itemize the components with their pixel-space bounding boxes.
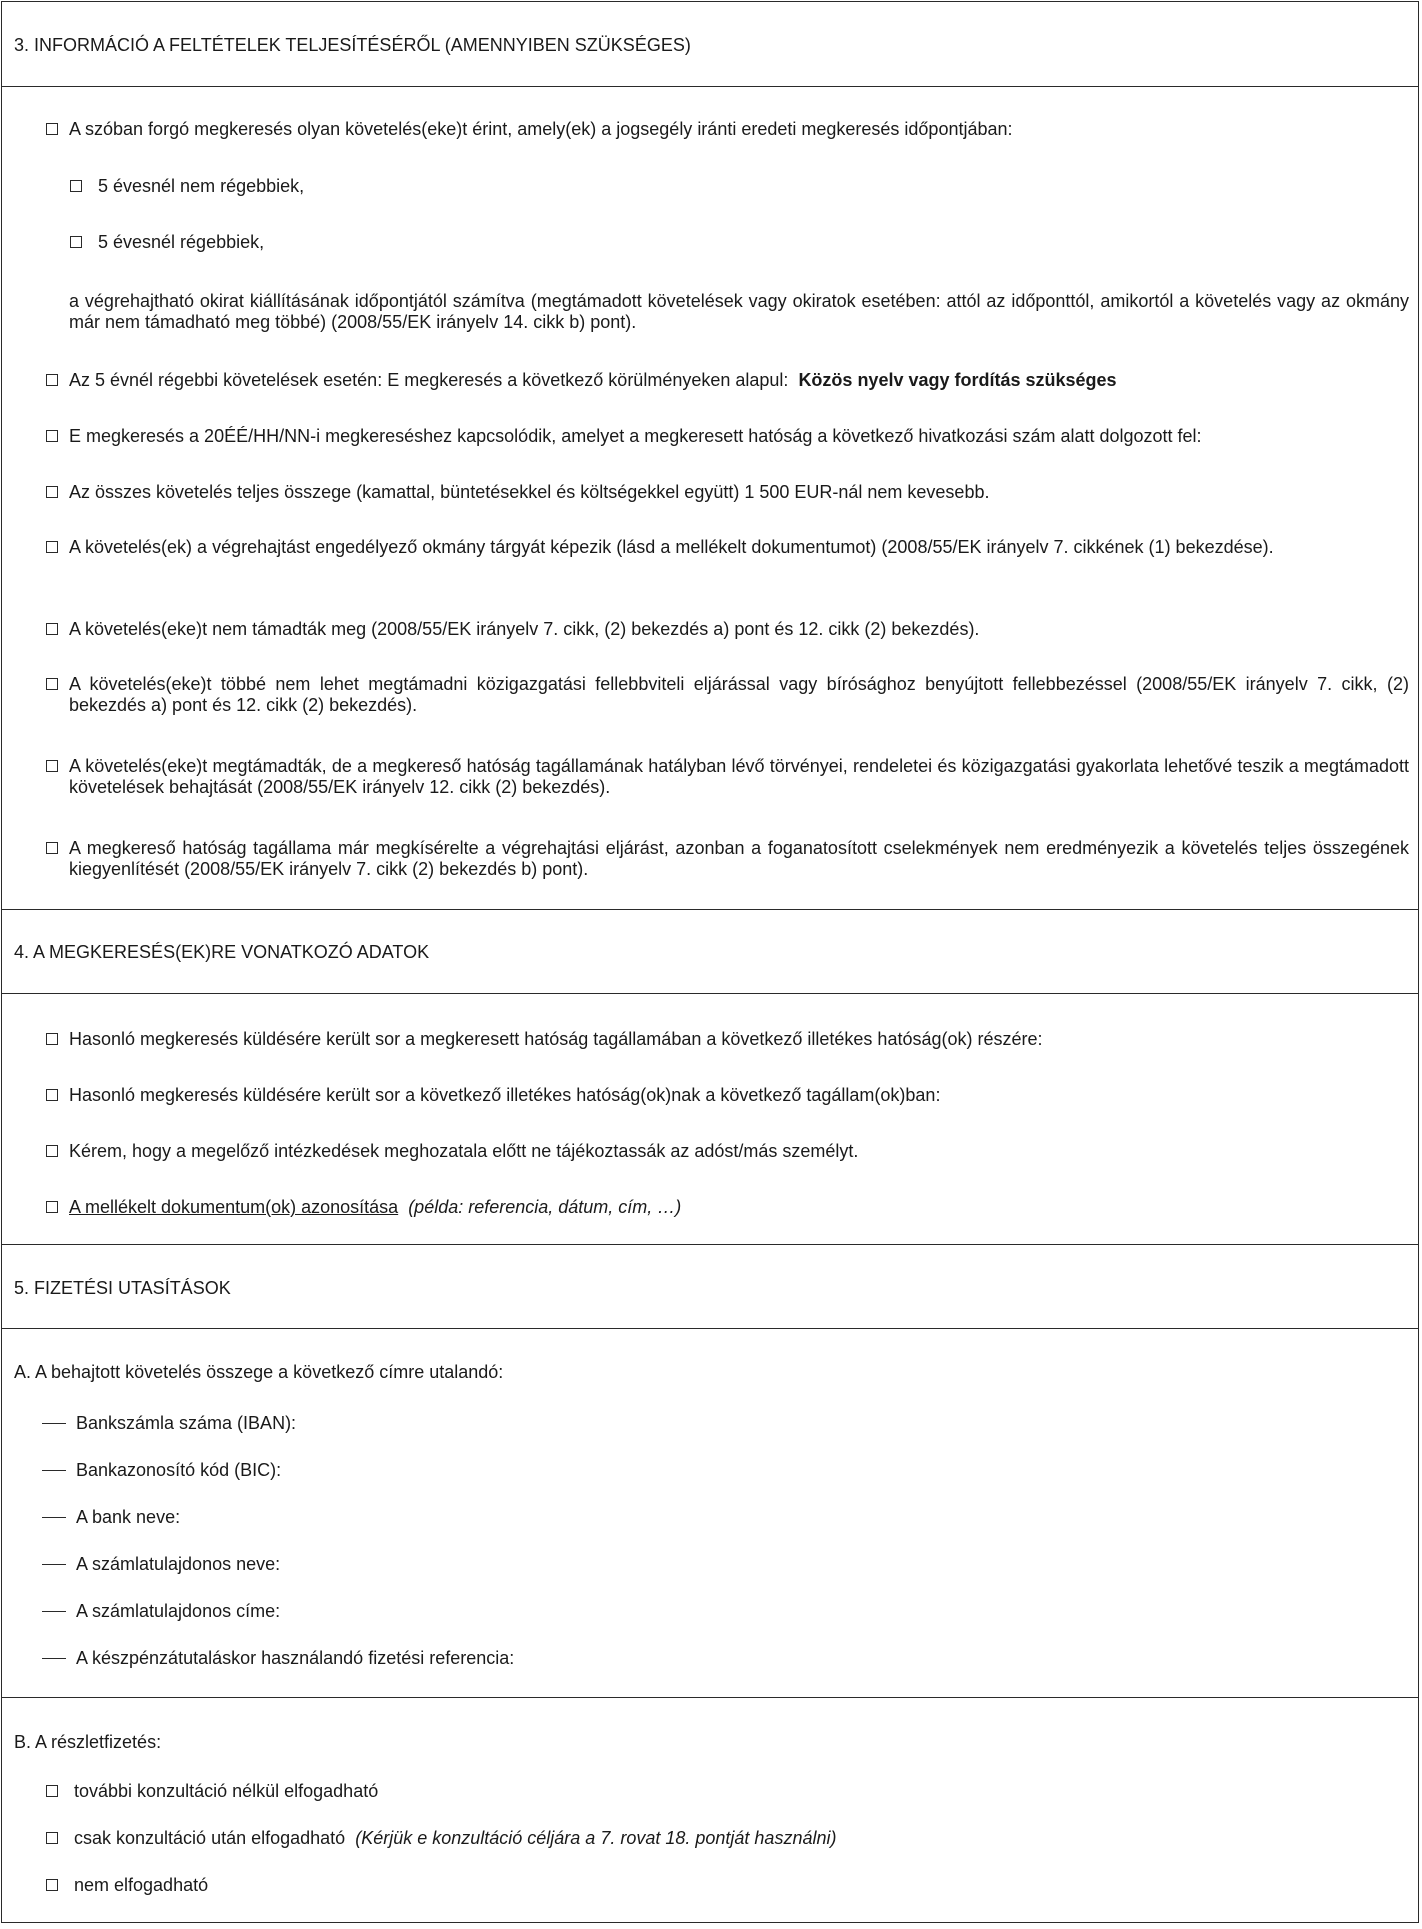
s3-item-8: A követelés(eke)t megtámadták, de a megkereső hatóság tagállamának hatályban lévő törvényei, rendeletei és közigazgatási gyakorlata lehetővé teszik a megtámadott követelések behajtását (2008/55/EK irányelv 12. cikk (2) bekezdés). <box>69 756 1409 797</box>
checkbox[interactable] <box>46 1089 58 1101</box>
s5-a-item-2: Bankazonosító kód (BIC): <box>76 1460 282 1480</box>
dash-bullet <box>42 1517 66 1518</box>
section-5-heading-row <box>2 1244 1418 1329</box>
s5-b-option-2-text: csak konzultáció után elfogadható <box>74 1828 346 1848</box>
section-3-body <box>2 86 1418 910</box>
s3-item-2-bold: Közös nyelv vagy fordítás szükséges <box>798 370 1117 390</box>
s5-a-item-4: A számlatulajdonos neve: <box>76 1554 281 1574</box>
s5-a-item-1: Bankszámla száma (IBAN): <box>76 1413 297 1433</box>
checkbox[interactable] <box>46 760 58 772</box>
checkbox[interactable] <box>46 374 58 386</box>
s3-sub-1: 5 évesnél nem régebbiek, <box>98 176 305 196</box>
checkbox[interactable] <box>46 430 58 442</box>
checkbox[interactable] <box>46 623 58 635</box>
s3-item-5: A követelés(ek) a végrehajtást engedélyező okmány tárgyát képezik (lásd a mellékelt dokumentumot) (2008/55/EK irányelv 7. cikkének (1) bekezdése). <box>69 537 1274 557</box>
s3-item-1: A szóban forgó megkeresés olyan követelés(eke)t érint, amely(ek) a jogsegély iránti eredeti megkeresés időpontjában: <box>69 119 1013 139</box>
section-5b <box>2 1697 1418 1923</box>
s5-b-option-2-italic: (Kérjük e konzultáció céljára a 7. rovat 18. pontját használni) <box>355 1828 837 1848</box>
checkbox[interactable] <box>46 1201 58 1213</box>
checkbox[interactable] <box>70 180 82 192</box>
s5-b-option-2 <box>74 1828 836 1849</box>
checkbox[interactable] <box>46 1832 58 1844</box>
checkbox[interactable] <box>46 123 58 135</box>
checkbox[interactable] <box>46 842 58 854</box>
dash-bullet <box>42 1611 66 1612</box>
form-frame <box>1 1 1419 1923</box>
section-3-heading-row <box>2 2 1418 86</box>
checkbox[interactable] <box>46 1145 58 1157</box>
s3-sub-2: 5 évesnél régebbiek, <box>98 232 265 252</box>
section-5-heading: 5. FIZETÉSI UTASÍTÁSOK <box>14 1278 231 1298</box>
s3-item-2 <box>69 370 1117 391</box>
checkbox[interactable] <box>46 541 58 553</box>
dash-bullet <box>42 1564 66 1565</box>
checkbox[interactable] <box>46 1033 58 1045</box>
s5-a-label: A. A behajtott követelés összege a következő címre utalandó: <box>14 1362 504 1382</box>
s5-b-label: B. A részletfizetés: <box>14 1732 162 1752</box>
s3-item-6: A követelés(eke)t nem támadták meg (2008/55/EK irányelv 7. cikk, (2) bekezdés a) pont és 12. cikk (2) bekezdés). <box>69 619 980 639</box>
s3-item-7: A követelés(eke)t többé nem lehet megtámadni közigazgatási fellebbviteli eljárással vagy bírósághoz benyújtott fellebbezéssel (2008/55/EK irányelv 7. cikk, (2) bekezdés a) pont és 12. cikk (2) bekezdés). <box>69 674 1409 715</box>
s5-b-option-3: nem elfogadható <box>74 1875 209 1895</box>
checkbox[interactable] <box>46 678 58 690</box>
s4-item-4-underlined: A mellékelt dokumentum(ok) azonosítása <box>69 1197 399 1217</box>
s4-item-4-italic: (példa: referencia, dátum, cím, …) <box>408 1197 682 1217</box>
section-3-heading: 3. INFORMÁCIÓ A FELTÉTELEK TELJESÍTÉSÉRŐL (AMENNYIBEN SZÜKSÉGES) <box>14 35 691 55</box>
checkbox[interactable] <box>46 1879 58 1891</box>
s5-b-option-1: további konzultáció nélkül elfogadható <box>74 1781 379 1801</box>
section-5a <box>2 1328 1418 1698</box>
checkbox[interactable] <box>70 236 82 248</box>
s5-a-item-6: A készpénzátutaláskor használandó fizetési referencia: <box>76 1648 515 1668</box>
s3-item-3: E megkeresés a 20ÉÉ/HH/NN-i megkereséshez kapcsolódik, amelyet a megkeresett hatóság a következő hivatkozási szám alatt dolgozott fel: <box>69 426 1202 446</box>
s4-item-2: Hasonló megkeresés küldésére került sor a következő illetékes hatóság(ok)nak a következő tagállam(ok)ban: <box>69 1085 941 1105</box>
s4-item-1: Hasonló megkeresés küldésére került sor a megkeresett hatóság tagállamában a következő illetékes hatóság(ok) részére: <box>69 1029 1043 1049</box>
s3-item-2-text: Az 5 évnél régebbi követelések esetén: E megkeresés a következő körülményeken alapul: <box>69 370 789 390</box>
s3-item-9: A megkereső hatóság tagállama már megkísérelte a végrehajtási eljárást, azonban a foganatosított cselekmények nem eredményezik a követelés teljes összegének kiegyenlítését (2008/55/EK irányelv 7. cikk (2) bekezdés b) pont). <box>69 838 1409 879</box>
section-4-body <box>2 993 1418 1245</box>
dash-bullet <box>42 1470 66 1471</box>
s5-a-item-3: A bank neve: <box>76 1507 181 1527</box>
dash-bullet <box>42 1658 66 1659</box>
dash-bullet <box>42 1423 66 1424</box>
checkbox[interactable] <box>46 486 58 498</box>
s3-item-4: Az összes követelés teljes összege (kamattal, büntetésekkel és költségekkel együtt) 1 500 EUR-nál nem kevesebb. <box>69 482 990 502</box>
s4-item-3: Kérem, hogy a megelőző intézkedések meghozatala előtt ne tájékoztassák az adóst/más személyt. <box>69 1141 859 1161</box>
s5-a-item-5: A számlatulajdonos címe: <box>76 1601 281 1621</box>
checkbox[interactable] <box>46 1785 58 1797</box>
s3-note: a végrehajtható okirat kiállításának időpontjától számítva (megtámadott követelések vagy okiratok esetében: attól az időponttól, amikortól a követelés vagy az okmány már nem támadható meg többé) (2008/55/EK irányelv 14. cikk b) pont). <box>69 291 1409 332</box>
section-4-heading: 4. A MEGKERESÉS(EK)RE VONATKOZÓ ADATOK <box>14 942 430 962</box>
s4-item-4 <box>69 1197 681 1218</box>
section-4-heading-row <box>2 909 1418 994</box>
